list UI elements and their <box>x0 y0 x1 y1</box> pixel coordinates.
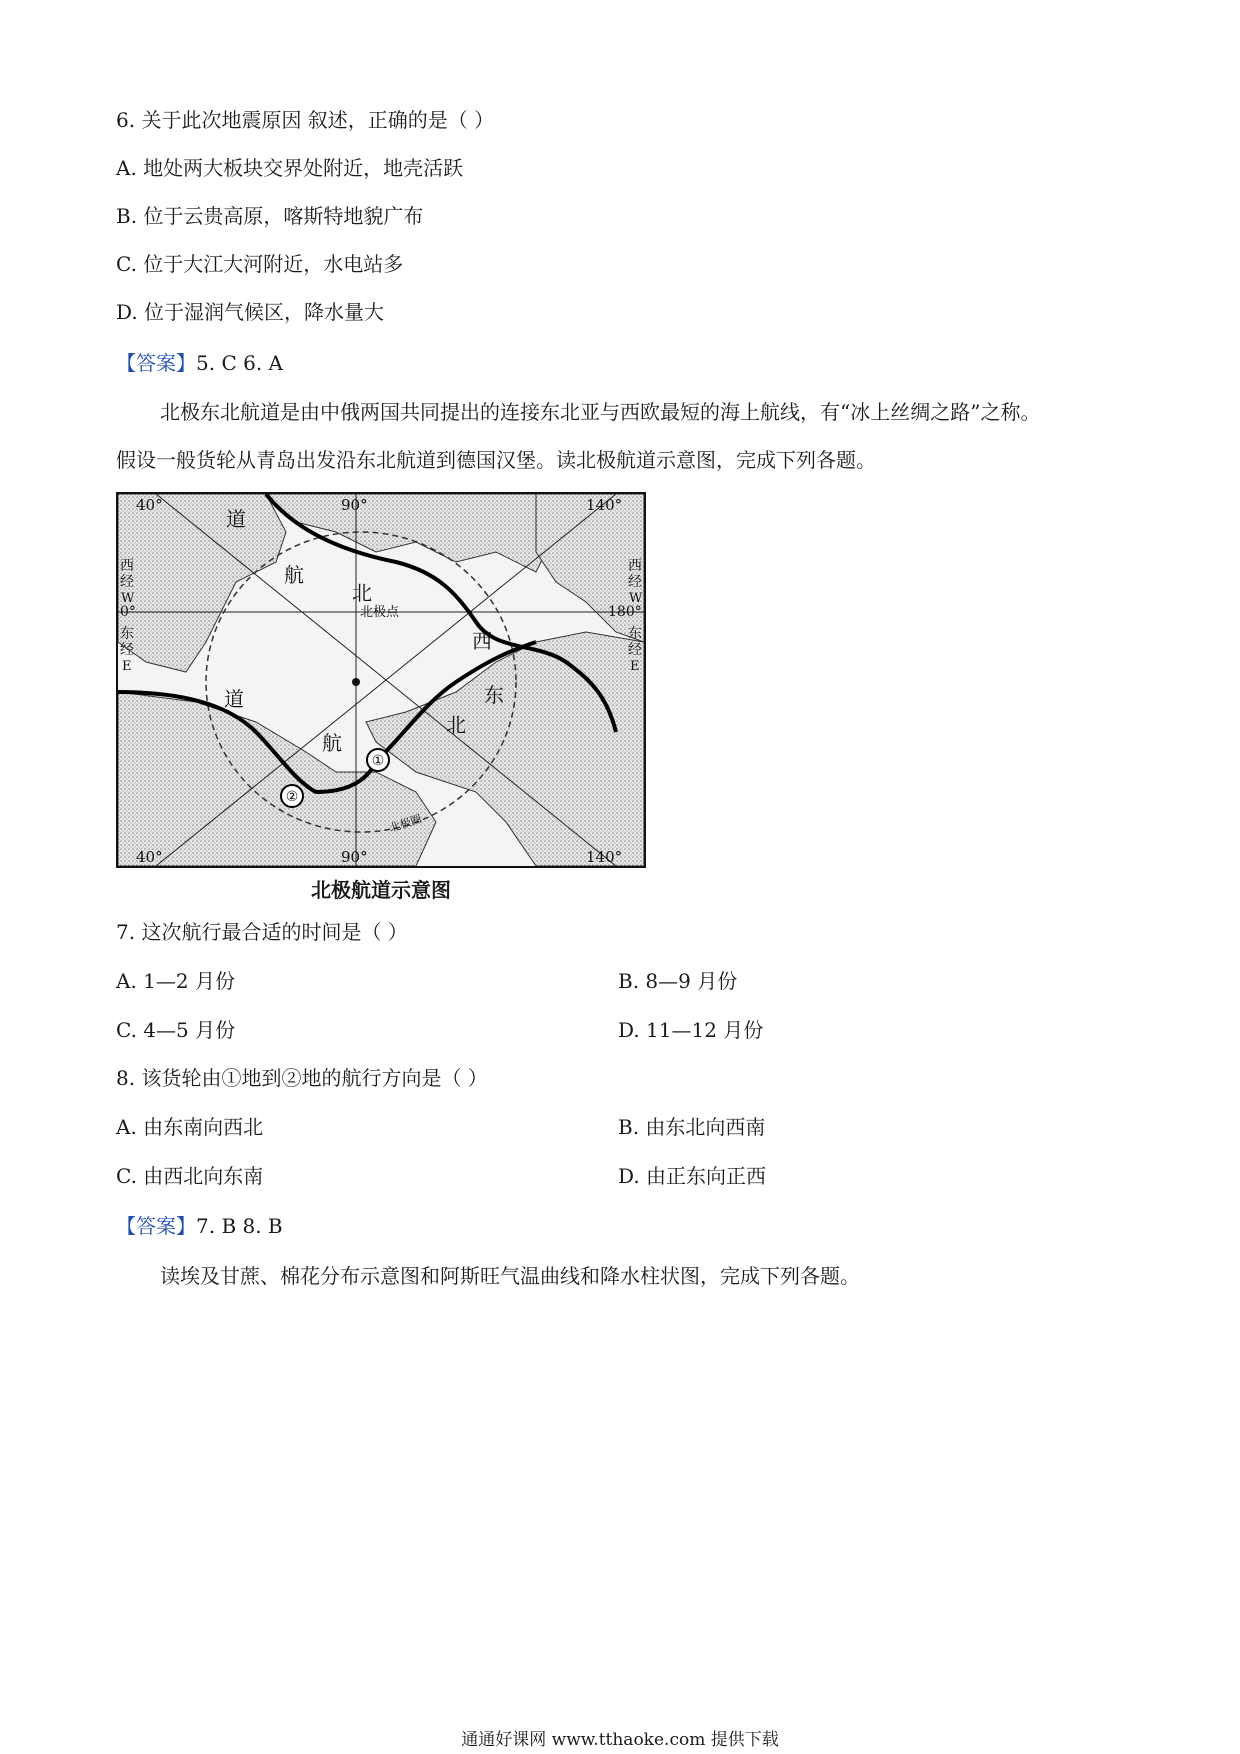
deg-bottom-right: 140° <box>586 848 623 866</box>
deg-left-zero: 0° <box>120 604 136 620</box>
route-char-west-1: 道 <box>226 507 246 531</box>
q6-option-b: B. 位于云贵高原，喀斯特地貌广布 <box>116 204 424 228</box>
q6-option-a: A. 地处两大板块交界处附近，地壳活跃 <box>116 156 464 180</box>
route-char-west-4: 西 <box>472 629 492 653</box>
north-pole-label: 北极点 <box>360 605 400 620</box>
q6-stem: 6. 关于此次地震原因 叙述，正确的是（ ） <box>116 108 495 132</box>
deg-top-right: 140° <box>586 496 623 514</box>
q7-option-c: C. 4—5 月份 <box>116 1018 236 1042</box>
arctic-route-map <box>116 492 646 870</box>
west-label-left-2: 经 <box>120 574 134 590</box>
deg-bottom-left: 40° <box>136 848 163 866</box>
east-label-right-2: 经 <box>628 642 642 658</box>
west-label-left-1: 西 <box>120 558 134 574</box>
east-label-right-1: 东 <box>628 626 642 642</box>
intro-paragraph-line1: 北极东北航道是由中俄两国共同提出的连接东北亚与西欧最短的海上航线，有“冰上丝绸之路”之称。 <box>160 400 1041 424</box>
map-caption: 北极航道示意图 <box>311 878 451 902</box>
q8-option-c: C. 由西北向东南 <box>116 1164 264 1188</box>
north-pole-dot <box>352 678 360 686</box>
east-label-left-3: E <box>122 659 132 674</box>
marker-2-label: ② <box>285 789 299 805</box>
q7-option-d: D. 11—12 月份 <box>618 1018 764 1042</box>
west-label-left-3: W <box>121 591 135 606</box>
west-label-right-2: 经 <box>628 574 642 590</box>
q7-option-a: A. 1—2 月份 <box>116 969 235 993</box>
answer-tag: 【答案】 <box>116 351 196 375</box>
route-char-east-1: 东 <box>484 683 504 707</box>
q8-option-b: B. 由东北向西南 <box>618 1115 766 1139</box>
page-footer: 通通好课网 www.tthaoke.com 提供下载 <box>461 1730 779 1750</box>
q7-option-b: B. 8—9 月份 <box>618 969 738 993</box>
route-char-east-2: 北 <box>446 713 466 737</box>
intro-paragraph-line2: 假设一般货轮从青岛出发沿东北航道到德国汉堡。读北极航道示意图，完成下列各题。 <box>116 448 876 472</box>
arctic-circle-label: 北极圈 <box>387 812 424 835</box>
deg-top-mid: 90° <box>341 496 368 514</box>
deg-top-left: 40° <box>136 496 163 514</box>
answer-7-8 <box>116 1212 283 1240</box>
answer-5-6 <box>116 349 283 377</box>
q8-stem: 8. 该货轮由①地到②地的航行方向是（ ） <box>116 1066 488 1090</box>
q6-option-d: D. 位于湿润气候区，降水量大 <box>116 300 385 324</box>
route-char-west-2: 航 <box>284 563 304 587</box>
q8-option-d: D. 由正东向正西 <box>618 1164 767 1188</box>
answer-text: 7. B 8. B <box>196 1214 283 1238</box>
route-char-west-3: 北 <box>352 581 372 605</box>
q6-option-c: C. 位于大江大河附近，水电站多 <box>116 252 404 276</box>
marker-1-label: ① <box>371 753 385 769</box>
answer-text: 5. C 6. A <box>196 351 283 375</box>
q7-stem: 7. 这次航行最合适的时间是（ ） <box>116 920 408 944</box>
deg-bottom-mid: 90° <box>341 848 368 866</box>
west-label-right-1: 西 <box>628 558 642 574</box>
route-char-east-3: 航 <box>322 731 342 755</box>
west-label-right-3: W <box>629 591 643 606</box>
east-label-right-3: E <box>630 659 640 674</box>
east-label-left-1: 东 <box>120 626 134 642</box>
deg-right-180: 180° <box>608 604 642 620</box>
q8-option-a: A. 由东南向西北 <box>116 1115 264 1139</box>
answer-tag: 【答案】 <box>116 1214 196 1238</box>
east-label-left-2: 经 <box>120 642 134 658</box>
route-char-east-4: 道 <box>224 687 244 711</box>
intro-paragraph-2: 读埃及甘蔗、棉花分布示意图和阿斯旺气温曲线和降水柱状图，完成下列各题。 <box>160 1264 860 1288</box>
